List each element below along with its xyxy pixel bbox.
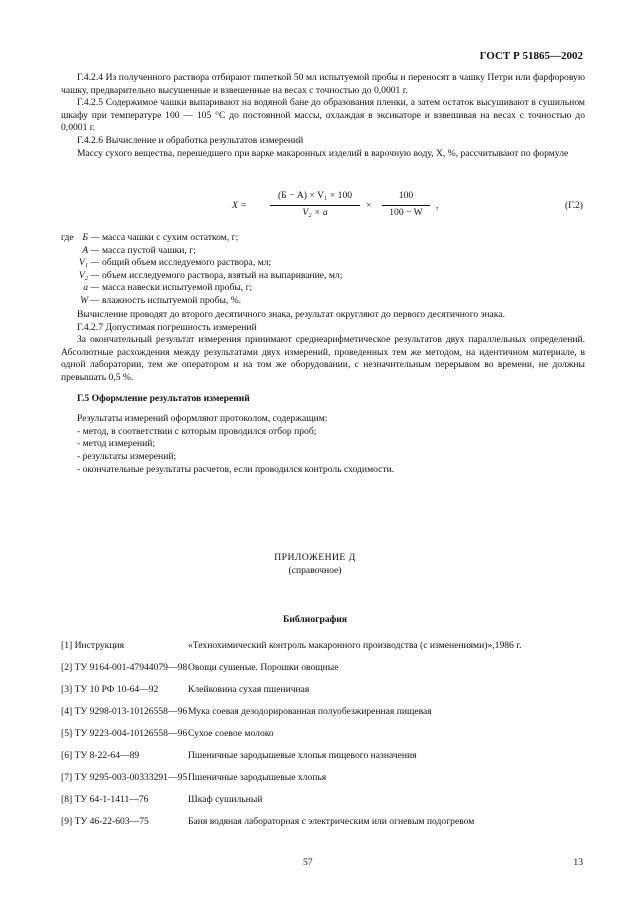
bibliography-item xyxy=(61,728,601,750)
definition-symbol: V₁ — xyxy=(78,257,99,269)
definitions-intro: где xyxy=(61,232,74,243)
bib-ref: [6] ТУ 8-22-64—89 xyxy=(61,750,140,761)
paragraph-g424: Г.4.2.4 Из полученного раствора отбирают пипеткой 50 мл испытуемой пробы и переносят в чашку Петри или фарфоровую чашку, предварительно высушенные и взвешенные на весах с точностью до 0,0001 г. xyxy=(61,72,585,96)
bibliography-item xyxy=(61,706,601,728)
definition-text: масса навески испытуемой пробы, г; xyxy=(102,282,253,294)
paragraph-g427: Г.4.2.7 Допустимая погрешность измерений xyxy=(77,321,257,333)
formula-times: × xyxy=(366,200,372,211)
formula-g2 xyxy=(232,190,492,226)
definition-row xyxy=(61,245,441,258)
text-block-bottom xyxy=(61,309,585,476)
paragraph-g425: Г.4.2.5 Содержимое чашки выпаривают на водяной бане до образования пленки, а затем остаток высушивают в сушильном шкафу при температуре 100 — 105 °С до постоянной массы, охлаждая в эксикаторе и взвешивая на весах с точностью до 0,0001 г. xyxy=(61,97,585,134)
paragraph-g426: Г.4.2.6 Вычисление и обработка результатов измерений xyxy=(77,134,304,146)
bib-ref: [3] ТУ 10 РФ 10-64—92 xyxy=(61,684,159,695)
definition-symbol: W — xyxy=(80,294,99,306)
formula-lhs: X = xyxy=(232,200,247,211)
document-id: ГОСТ Р 51865—2002 xyxy=(479,50,583,62)
bib-title: Овощи сушеные. Порошки овощные xyxy=(188,662,339,673)
fraction-bar-2 xyxy=(382,205,430,206)
bib-title: Сухое соевое молоко xyxy=(188,728,274,739)
bibliography-item xyxy=(61,772,601,794)
bib-ref: [9] ТУ 46-22-603—75 xyxy=(61,816,149,827)
bib-title: Мука соевая дезодорированная полуобезжиренная пищевая xyxy=(188,706,432,717)
sheet-number: 13 xyxy=(573,857,583,868)
bib-title: Баня водяная лабораторная с электрическим или огневым подогревом xyxy=(188,816,475,827)
bibliography-item xyxy=(61,662,601,684)
definition-text: влажность испытуемой пробы, %. xyxy=(102,294,242,306)
bibliography-title: Библиография xyxy=(283,614,347,625)
page-number: 57 xyxy=(303,857,313,868)
bibliography-item xyxy=(61,750,601,772)
bib-ref: [5] ТУ 9223-004-10126558—96 xyxy=(61,728,188,739)
appendix-title: ПРИЛОЖЕНИЕ Д xyxy=(274,552,356,563)
definition-row xyxy=(61,282,441,295)
formula-numerator-1: (Б − А) × V₁ × 100 xyxy=(277,190,353,201)
definition-text: общий объем исследуемого раствора, мл; xyxy=(102,257,272,269)
paragraph-tolerance: За окончательный результат измерения принимают среднеарифметическое результатов двух параллельных определений. Абсолютные расхождения между результатами двух измерений, проведенных тем же методом, на идентичном материале, в одной лаборатории, тем же оператором и на том же оборудовании, с незначительным перерывом во времени, не должны превышать 0,5 %. xyxy=(61,334,585,383)
paragraph-rounding: Вычисление проводят до второго десятичного знака, результат округляют до первого десятичного знака. xyxy=(77,309,505,320)
bib-title: Шкаф сушильный xyxy=(188,794,263,805)
list-item: - метод измерений; xyxy=(77,438,156,450)
bib-title: Пшеничные зародышевые хлопья пищевого назначения xyxy=(188,750,417,761)
bibliography-item xyxy=(61,816,601,838)
paragraph-protocol: Результаты измерений оформляют протоколом, содержащим: xyxy=(77,413,328,425)
definition-text: масса пустой чашки, г; xyxy=(102,244,196,256)
paragraph-formula-intro: Массу сухого вещества, перешедшего при варке макаронных изделий в варочную воду, X, %, рассчитывают по формуле xyxy=(77,147,569,159)
section-heading-g5: Г.5 Оформление результатов измерений xyxy=(77,392,250,404)
fraction-bar-1 xyxy=(270,205,360,206)
bibliography-item xyxy=(61,640,601,662)
definition-text: масса чашки с сухим остатком, г; xyxy=(102,232,239,243)
formula-denominator-2: 100 − W xyxy=(389,207,423,218)
bibliography-list xyxy=(61,640,601,838)
list-item: - результаты измерений; xyxy=(77,450,177,462)
bib-title: Пшеничные зародышевые хлопья xyxy=(188,772,327,783)
bibliography-item xyxy=(61,684,601,706)
bib-ref: [1] Инструкция xyxy=(61,640,125,651)
formula-denominator-1: V₂ × а xyxy=(302,207,328,218)
definition-row xyxy=(61,257,441,270)
bib-title: «Технохимический контроль макаронного производства (с изменениями)»,1986 г. xyxy=(188,640,522,651)
bibliography-item xyxy=(61,794,601,816)
formula-numerator-2: 100 xyxy=(398,190,414,201)
definition-symbol: V₂ — xyxy=(78,269,99,281)
definition-row xyxy=(61,232,441,245)
formula-number: (Г.2) xyxy=(564,200,583,211)
list-item: - окончательные результаты расчетов, если проводился контроль сходимости. xyxy=(77,463,395,475)
list-item: - метод, в соответствии с которым проводился отбор проб; xyxy=(77,425,317,437)
definition-symbol: А — xyxy=(82,244,99,256)
definition-symbol: а — xyxy=(83,282,99,294)
bib-ref: [2] ТУ 9164-001-47944079—98 xyxy=(61,662,188,673)
definition-row xyxy=(61,270,441,283)
formula-comma: , xyxy=(436,200,439,211)
bib-ref: [7] ТУ 9295-003-00333291—95 xyxy=(61,772,188,783)
definitions-list xyxy=(61,232,441,308)
definition-symbol: Б — xyxy=(82,232,99,243)
bib-title: Клейковина сухая пшеничная xyxy=(188,684,310,695)
bib-ref: [8] ТУ 64-1-1411—76 xyxy=(61,794,149,805)
appendix-subtitle: (справочное) xyxy=(288,565,342,576)
definition-text: объем исследуемого раствора, взятый на выпаривание, мл; xyxy=(102,269,343,281)
bib-ref: [4] ТУ 9298-013-10126558—96 xyxy=(61,706,188,717)
definition-row xyxy=(61,295,441,308)
text-block-top xyxy=(61,72,585,160)
